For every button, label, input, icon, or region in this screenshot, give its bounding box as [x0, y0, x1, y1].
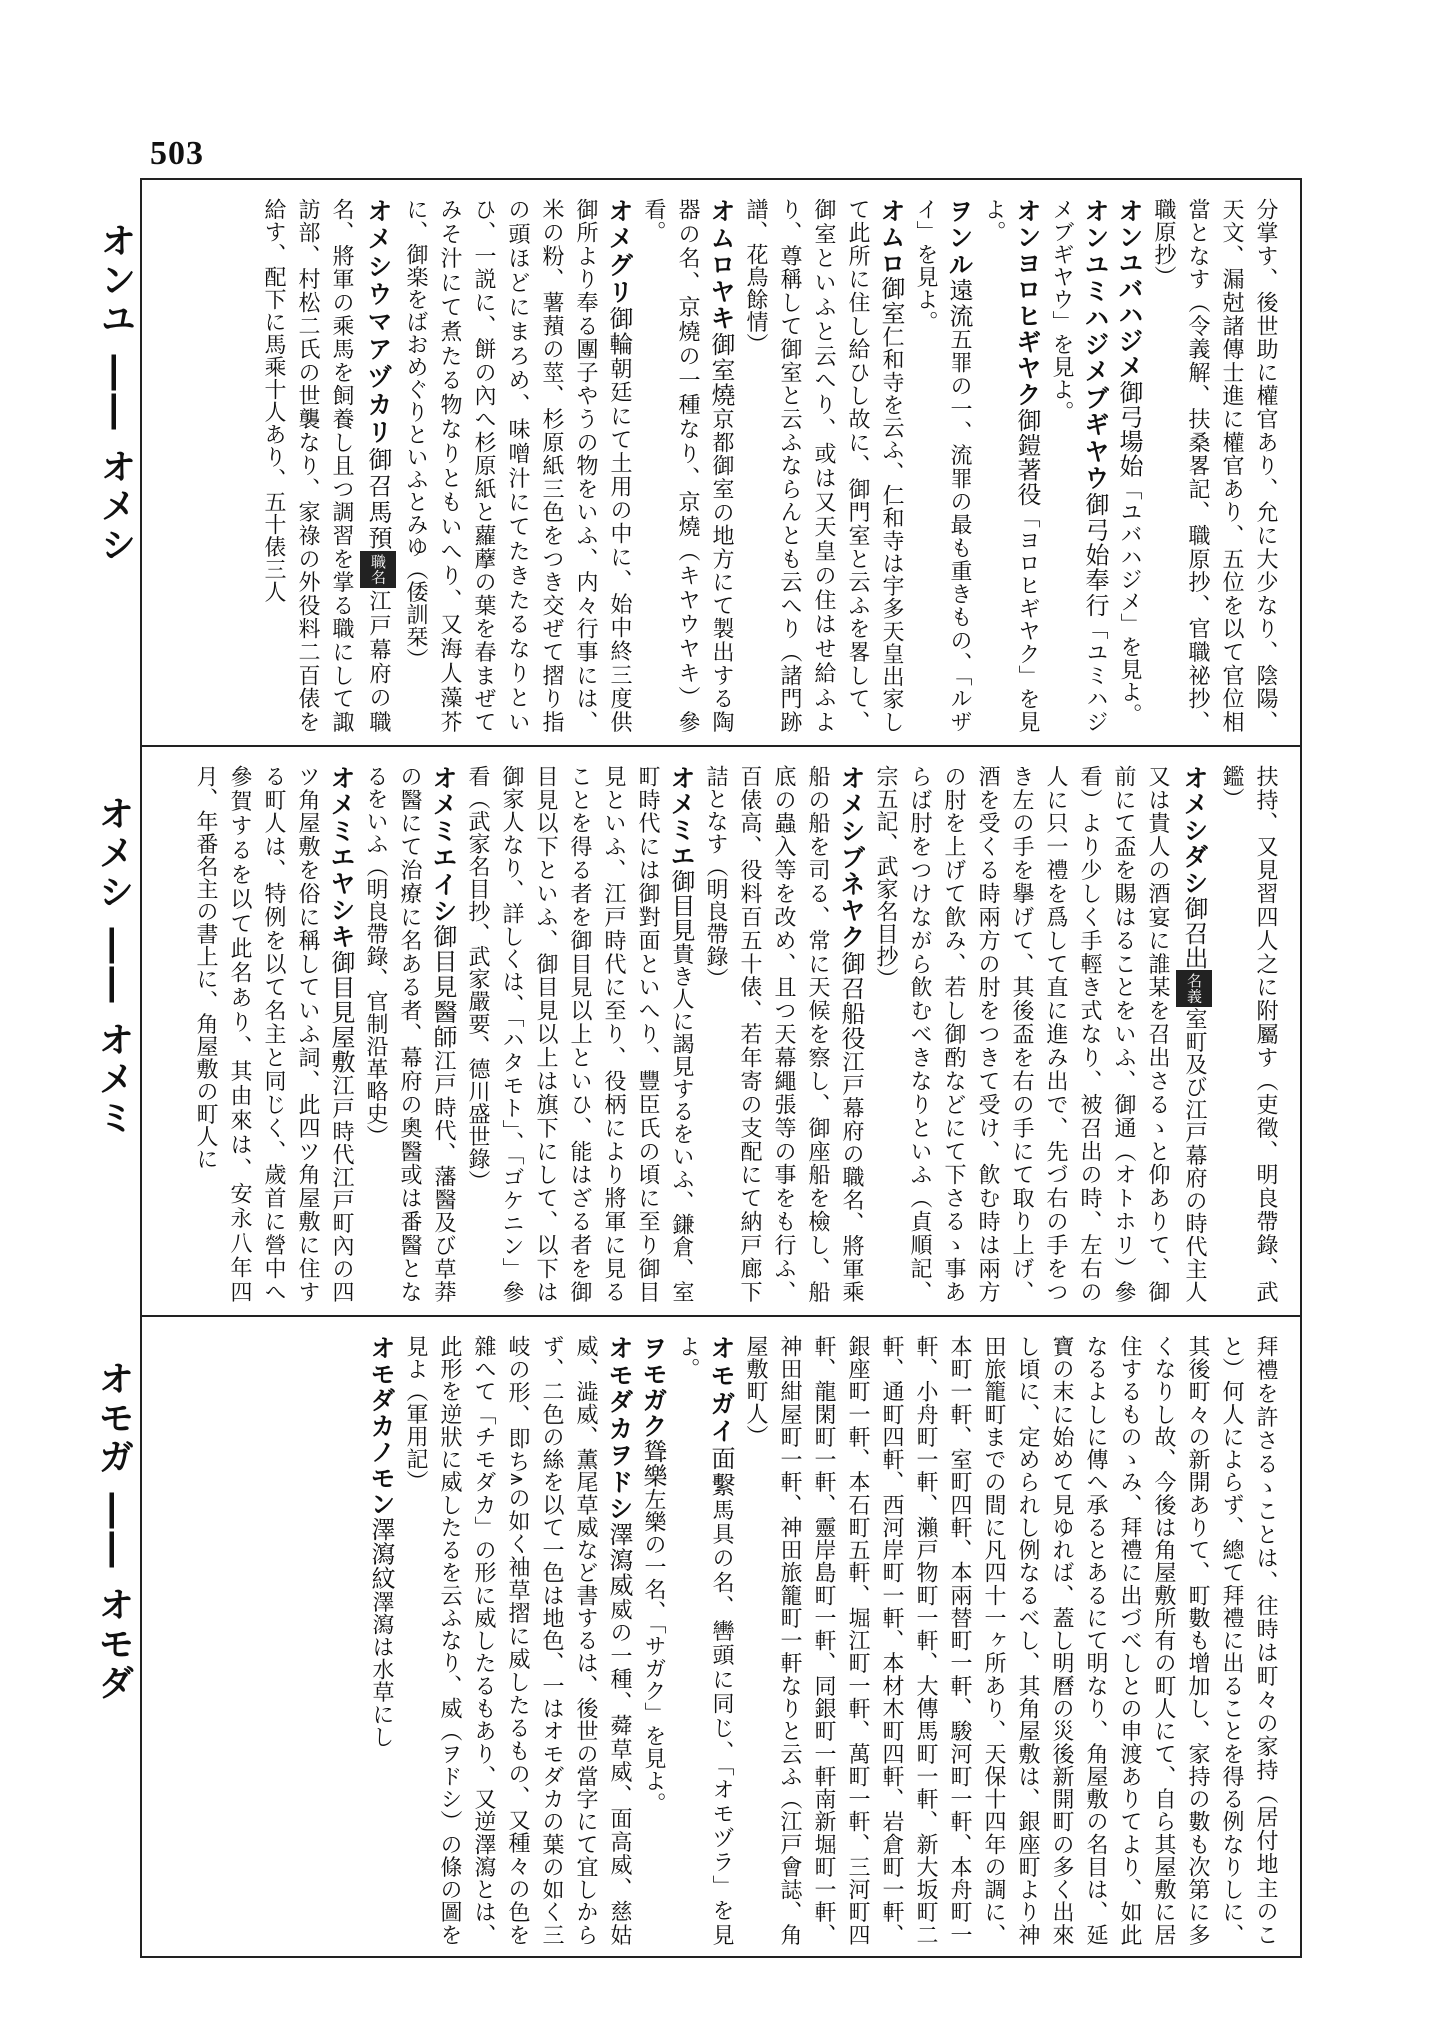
- entry-headword: オメシウマアヅカリ: [364, 198, 393, 447]
- band-bottom-text: [160, 1335, 1282, 1946]
- entry-continuation: 分掌す、後世助に權官あり、允に大少なり、陰陽、天文、漏尅諸傳士進に權官あり、五位を以て官位相當となす（令義解、扶桑畧記、職原抄、官職祕抄、職原抄）: [1151, 198, 1278, 733]
- entry-headword: オムロヤキ: [707, 198, 736, 332]
- page-number: 503: [150, 135, 204, 172]
- entry-headword: オメシダシ: [1180, 765, 1209, 897]
- entry-definition: 仁和寺を云ふ、仁和寺は宇多天皇出家して此所に住し給ひし故に、御門室と云ふを畧して、御室といふと云へり、或は又天皇の住はせ給ふより、尊稱して御室と云ふならんとも云へり（諸門跡譜、花鳥餘情）: [743, 198, 904, 733]
- entry-definition: 澤瀉は水草にし: [369, 1590, 394, 1748]
- dictionary-entry: [188, 765, 358, 1303]
- entry-headword: ヲンル: [945, 198, 974, 278]
- entry-definition: 五罪の一、流罪の最も重きもの、「ルザイ」を見よ。: [913, 198, 972, 733]
- entry-headword: オメシブネヤク: [837, 765, 866, 951]
- entry-headword: オメミエイシ: [429, 765, 458, 925]
- entry-definition: 江戸幕府の職名、將軍乘船の船を司る、常に天候を察し、御座船を檢し、船底の蟲入等を改め、且つ天幕繩張等の事をも行ふ、百俵高、役料百五十俵、若年寄の支配にて納戸廊下詰となす（明良帶錄）: [703, 765, 864, 1303]
- entry-headword: オムロ: [877, 198, 906, 277]
- dictionary-entry: [670, 1335, 738, 1946]
- dictionary-entry: [1044, 198, 1112, 733]
- category-badge: 職名: [360, 551, 396, 588]
- entry-kanji: 御弓始奉行: [1081, 491, 1109, 618]
- running-header-1: オンユ ―― オメシ: [95, 222, 136, 566]
- entry-kanji: 聳樂: [639, 1439, 667, 1488]
- entry-headword: オモダカノモン: [367, 1335, 396, 1517]
- entry-definition: 江戸時代江戸町內の四ツ角屋敷を俗に稱していふ詞、此四ツ角屋敷に住する町人は、特例を以て名主と同じく、歲首に營中へ參賀するを以て此名あり、其由來は、安永八年四月、年番名主の書上に、角屋敷の町人に: [193, 765, 354, 1303]
- entry-kanji: 御目見屋敷: [327, 949, 355, 1075]
- entry-kanji: 御召船役: [837, 950, 865, 1051]
- dictionary-entry: [1112, 198, 1146, 733]
- band-top-text: [160, 198, 1282, 733]
- entry-headword: オメミエヤシキ: [327, 765, 356, 950]
- dictionary-entry: [460, 765, 698, 1303]
- dictionary-entry: [698, 765, 868, 1303]
- dictionary-entry: [398, 1335, 636, 1946]
- entry-kanji: 澤瀉威: [605, 1522, 633, 1598]
- entry-kanji: 澤瀉紋: [367, 1517, 395, 1591]
- entry-headword: オモダカヲドシ: [605, 1335, 634, 1523]
- entry-kanji: 御室燒: [707, 331, 735, 408]
- dictionary-entry: [738, 1335, 1282, 1946]
- dictionary-frame: [140, 178, 1302, 1958]
- entry-continuation: 扶持、又見習四人之に附屬す（吏徵、明良帶錄、武鑑）: [1219, 765, 1278, 1303]
- entry-headword: オモガイ: [707, 1335, 736, 1446]
- entry-headword: ヲモガク: [639, 1335, 668, 1439]
- entry-kanji: 御室: [877, 276, 905, 326]
- dictionary-entry: [908, 198, 976, 733]
- dictionary-entry: [1214, 765, 1282, 1303]
- entry-definition: 「ユバハジメ」を見よ。: [1117, 478, 1142, 726]
- entry-kanji: 御目見: [667, 869, 695, 943]
- dictionary-entry: [636, 1335, 670, 1946]
- band-bottom: [142, 1315, 1300, 1958]
- entry-definition: 朝廷にて土用の中に、始中終三度供御所より奉る團子やうの物をいふ、内々行事には、米の粉、薯蕷の莖、杉原紙三色をつき交ぜて摺り指の頭ほどにまろめ、味噌汁にてたきたるなりといひ、一説に、餅の內へ杉原紙と蘿藦の葉を春まぜてみそ汁にて煮たる物なりともいへり、又海人藻芥に、御楽をばおめぐりといふとみゆ（倭訓栞）: [403, 198, 632, 733]
- category-badge: 名義: [1176, 970, 1212, 1007]
- entry-definition: 江戸幕府の職名、將軍の乘馬を飼養し且つ調習を掌る職にして諏訪部、村松二氏の世襲なり、家祿の外役料二百俵を給す、配下に馬乘十人あり、五十俵三人: [261, 198, 391, 733]
- entry-definition: 威の一種、蕣草威、面高威、慈姑威、澁威、薫尾草威など書するは、後世の當字にて宜しからず、二色の絲を以て一色は地色、一はオモダカの葉の如く三岐の形、即ち⩚の如く袖草摺に威したるもの、又種々の色を雜へて「チモダカ」の形に威したるもあり、又逆澤瀉とは、此形を逆狀に威したるを云ふなり、威（ヲドシ）の條の圖を見よ（軍用記）: [403, 1335, 632, 1946]
- entry-kanji: 御目見醫師: [429, 924, 457, 1050]
- dictionary-entry: [636, 198, 738, 733]
- entry-definition: 貴き人に謁見するをいふ、鎌倉、室町時代には御對面といへり、豐臣氏の頃に至り御目見といふ、江戸時代に至り、役柄により將軍に見ることを得る者を御目見以上といひ、能はざる者を御目見以下といふ、御目見以上は旗下にして、以下は御家人なり、詳しくは、「ハタモト」、「ゴケニン」參看（武家名目抄、武家嚴要、德川盛世錄）: [465, 765, 694, 1303]
- band-middle: [142, 745, 1300, 1315]
- band-top: [142, 180, 1300, 745]
- band-middle-text: [160, 765, 1282, 1303]
- dictionary-entry: [738, 198, 908, 733]
- entry-kanji: 御召馬預: [364, 446, 392, 552]
- entry-kanji: 御鎧著役: [1013, 407, 1041, 507]
- entry-kanji: 御弓場始: [1115, 380, 1143, 478]
- entry-headword: オメミエ: [667, 765, 696, 870]
- entry-definition: 室町及び江戸幕府の時代主人又は貴人の酒宴に誰某を召出さるゝと仰ありて、御前にて盃を賜はることをいふ、御通（オトホリ）參看）より少しく手輕き式なり、被召出の時、左右の人に只一禮を爲して直に進み出で、先づ右の手をつき左の手を擧げて、其後盃を右の手にて取り上げ、酒を受くる時兩方の肘をつきて受け、飮む時は兩方の肘を上げて飮み、若し御酌などにて下さるゝ事あらば肘をつけながら飮むべきなりといふ（貞順記、宗五記、武家名目抄）: [873, 765, 1207, 1303]
- entry-kanji: 御召出: [1180, 896, 1208, 971]
- dictionary-entry: [1146, 198, 1282, 733]
- dictionary-entry: [976, 198, 1044, 733]
- entry-definition: 京都御室の地方にて製出する陶器の名、京燒の一種なり、京燒（キヤウヤキ）參看。: [641, 198, 734, 733]
- dictionary-entry: [358, 765, 460, 1303]
- dictionary-entry: [364, 1335, 398, 1946]
- dictionary-entry: [398, 198, 636, 733]
- entry-definition: 「ヨロヒギヤク」を見よ。: [981, 198, 1040, 733]
- entry-kanji: 遠流: [945, 277, 973, 329]
- entry-headword: オンユミハジメブギヤウ: [1081, 198, 1110, 492]
- entry-definition: 左樂の一名、「サガク」を見よ。: [641, 1488, 666, 1815]
- dictionary-entry: [868, 765, 1214, 1303]
- running-header-3: オモガ ―― オモダ: [93, 1360, 134, 1704]
- dictionary-entry: [256, 198, 398, 733]
- entry-continuation: 拜禮を許さるゝことは、往時は町々の家持（居付地主のこと）何人によらず、總て拜禮に出ることを得る例なりしに、其後町々の新開ありて、町數も增加し、家持の數も次第に多くなりし故、今後は角屋敷所有の町人にて、自ら其屋敷に居住するものゝみ、拜禮に出づべしとの申渡ありてより、如此なるよしに傳へ承るとあるにて明なり、角屋敷の名目は、延寶の末に始めて見ゆれば、蓋し明曆の災後新開町の多く出來し頃に、定められし例なるべし、其角屋敷は、銀座町より神田旅籠町までの間に凡四十一ヶ所あり、天保十四年の調に、本町一軒、室町四軒、本兩替町一軒、駿河町一軒、本舟町一軒、小舟町一軒、瀨戸物町一軒、大傳馬町一軒、新大坂町二軒、通町四軒、西河岸町一軒、本材木町四軒、岩倉町一軒、銀座町一軒、本石町五軒、堀江町一軒、萬町一軒、三河町四軒、龍閑町一軒、靈岸島町一軒、同銀町一軒南新堀町一軒、神田紺屋町一軒、神田旅籠町一軒なりと云ふ（江戸會誌、角屋敷町人）: [743, 1335, 1278, 1946]
- entry-headword: オメグリ: [605, 198, 634, 307]
- running-header-2: オメシ ―― オメミ: [93, 795, 134, 1139]
- entry-headword: オンヨロヒギヤク: [1013, 198, 1042, 408]
- entry-kanji: 面繫: [707, 1445, 735, 1499]
- entry-definition: 馬具の名、轡頭に同じ、「オモヅラ」を見よ。: [675, 1335, 734, 1946]
- entry-definition: 「ユミハジメブギヤウ」を見よ。: [1049, 198, 1108, 733]
- entry-definition: 江戸時代、藩醫及び草莽の醫にて治療に名ある者、幕府の奧醫或は番醫となるをいふ（明良帶錄、官制沿革略史）: [363, 765, 456, 1303]
- entry-kanji: 御輪: [605, 306, 633, 358]
- entry-headword: オンユバハジメ: [1115, 198, 1144, 380]
